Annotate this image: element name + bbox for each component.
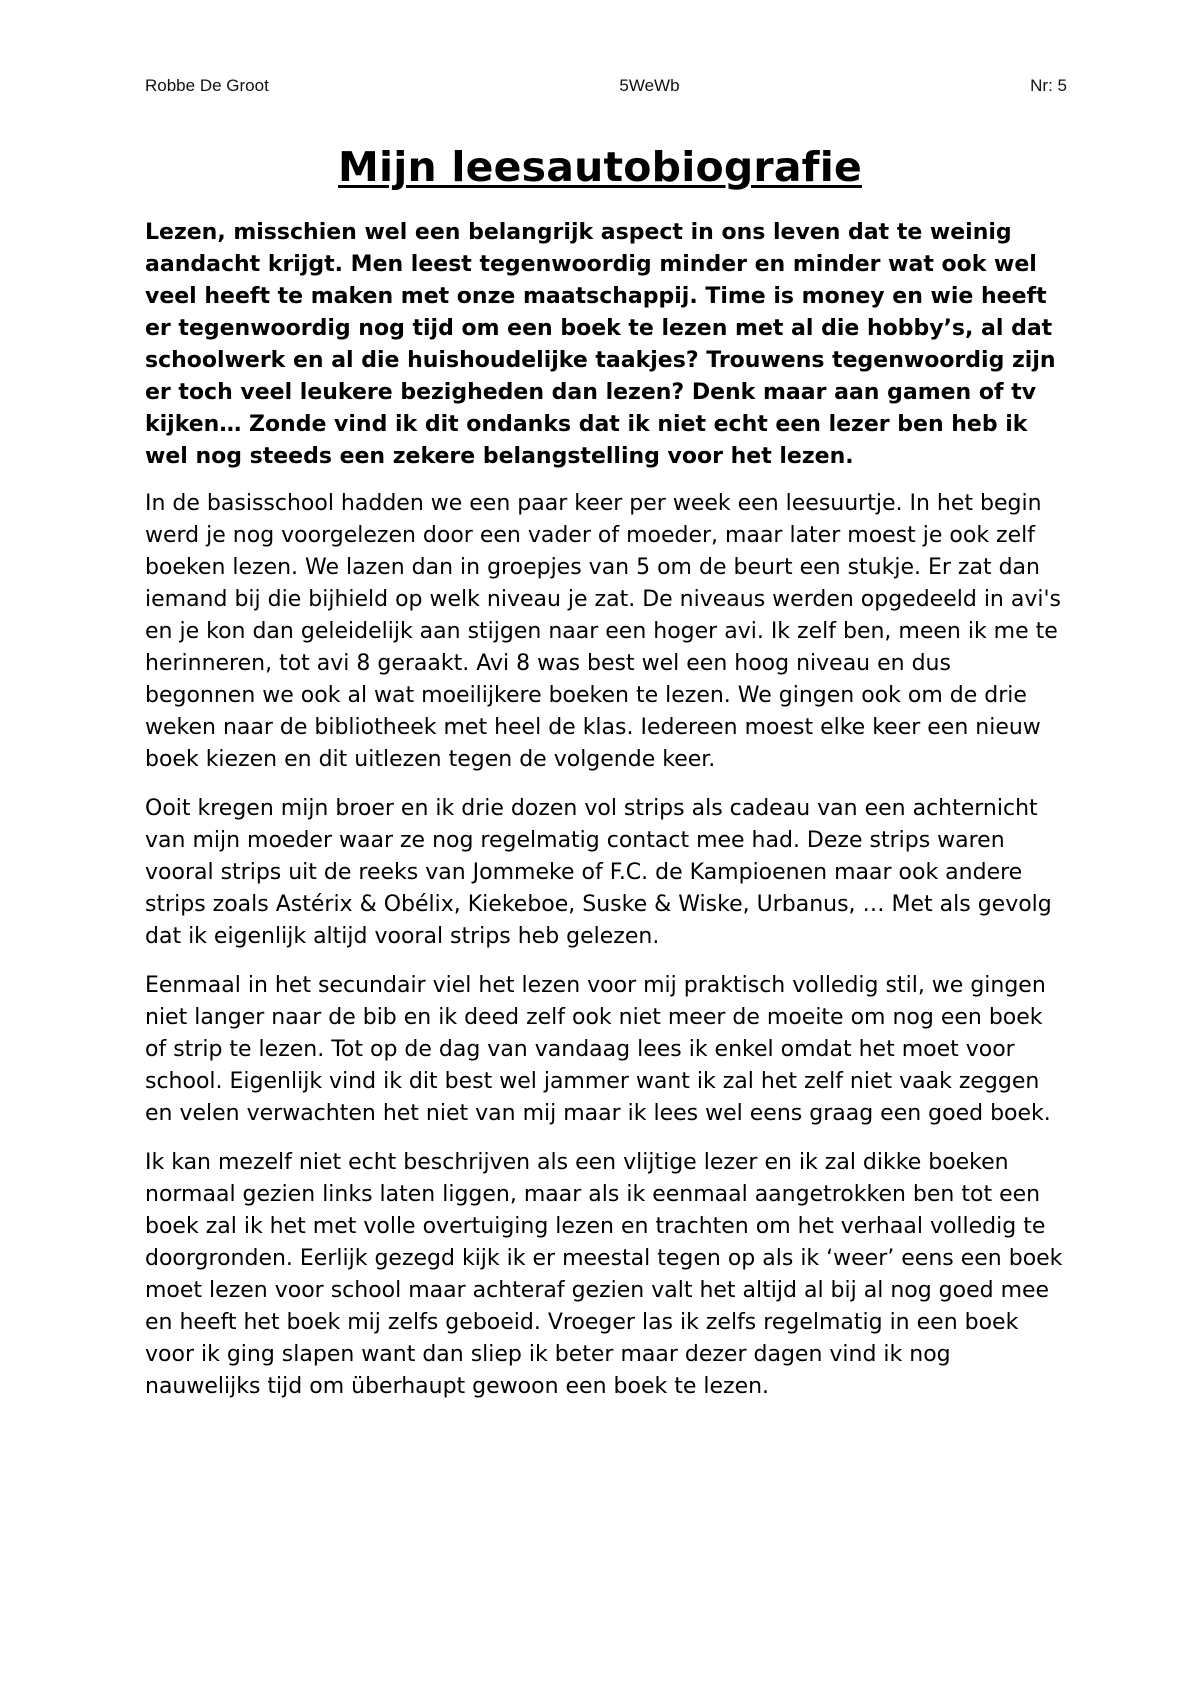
header-number: Nr: 5 (1030, 76, 1067, 95)
paragraph-lezer: Ik kan mezelf niet echt beschrijven als een vlijtige lezer en ik zal dikke boeken normaal gezien links laten liggen, maar als ik eenmaal aangetrokken ben tot een boek zal ik het met volle overtuiging lezen en trachten om het verhaal volledig te doorgronden. Eerlijk gezegd kijk ik er meestal tegen op als ik ‘weer’ eens een boek moet lezen voor school maar achteraf gezien valt het altijd al bij al nog goed mee en heeft het boek mij zelfs geboeid. Vroeger las ik zelfs regelmatig in een boek voor ik ging slapen want dan sliep ik beter maar dezer dagen vind ik nog nauwelijks tijd om überhaupt gewoon een boek te lezen. (145, 1150, 1063, 1399)
paragraph-strips: Ooit kregen mijn broer en ik drie dozen vol strips als cadeau van een achternicht van mijn moeder waar ze nog regelmatig contact mee had. Deze strips waren vooral strips uit de reeks van Jommeke of F.C. de Kampioenen maar ook andere strips zoals Astérix & Obélix, Kiekeboe, Suske & Wiske, Urbanus, … Met als gevolg dat ik eigenlijk altijd vooral strips heb gelezen. (145, 796, 1052, 949)
header-author: Robbe De Groot (145, 76, 269, 95)
page-header (145, 76, 1067, 96)
intro-paragraph: Lezen, misschien wel een belangrijk aspect in ons leven dat te weinig aandacht krijgt. Men leest tegenwoordig minder en minder wat ook wel veel heeft te maken met onze maatschappij. Time is money en wie heeft er tegenwoordig nog tijd om een boek te lezen met al die hobby’s, al dat schoolwerk en al die huishoudelijke taakjes? Trouwens tegenwoordig zijn er toch veel leukere bezigheden dan lezen? Denk maar aan gamen of tv kijken… Zonde vind ik dit ondanks dat ik niet echt een lezer ben heb ik wel nog steeds een zekere belangstelling voor het lezen. (145, 220, 1056, 469)
paragraph-basisschool: In de basisschool hadden we een paar keer per week een leesuurtje. In het begin werd je nog voorgelezen door een vader of moeder, maar later moest je ook zelf boeken lezen. We lazen dan in groepjes van 5 om de beurt een stukje. Er zat dan iemand bij die bijhield op welk niveau je zat. De niveaus werden opgedeeld in avi's en je kon dan geleidelijk aan stijgen naar een hoger avi. Ik zelf ben, meen ik me te herinneren, tot avi 8 geraakt. Avi 8 was best wel een hoog niveau en dus begonnen we ook al wat moeilijkere boeken te lezen. We gingen ook om de drie weken naar de bibliotheek met heel de klas. Iedereen moest elke keer een nieuw boek kiezen en dit uitlezen tegen de volgende keer. (145, 491, 1061, 772)
header-class: 5WeWb (619, 76, 680, 95)
document-title: Mijn leesautobiografie (338, 143, 862, 191)
paragraph-secundair: Eenmaal in het secundair viel het lezen voor mij praktisch volledig stil, we gingen niet langer naar de bib en ik deed zelf ook niet meer de moeite om nog een boek of strip te lezen. Tot op de dag van vandaag lees ik enkel omdat het moet voor school. Eigenlijk vind ik dit best wel jammer want ik zal het zelf niet vaak zeggen en velen verwachten het niet van mij maar ik lees wel eens graag een goed boek. (145, 973, 1051, 1126)
document-body (145, 217, 1067, 1420)
